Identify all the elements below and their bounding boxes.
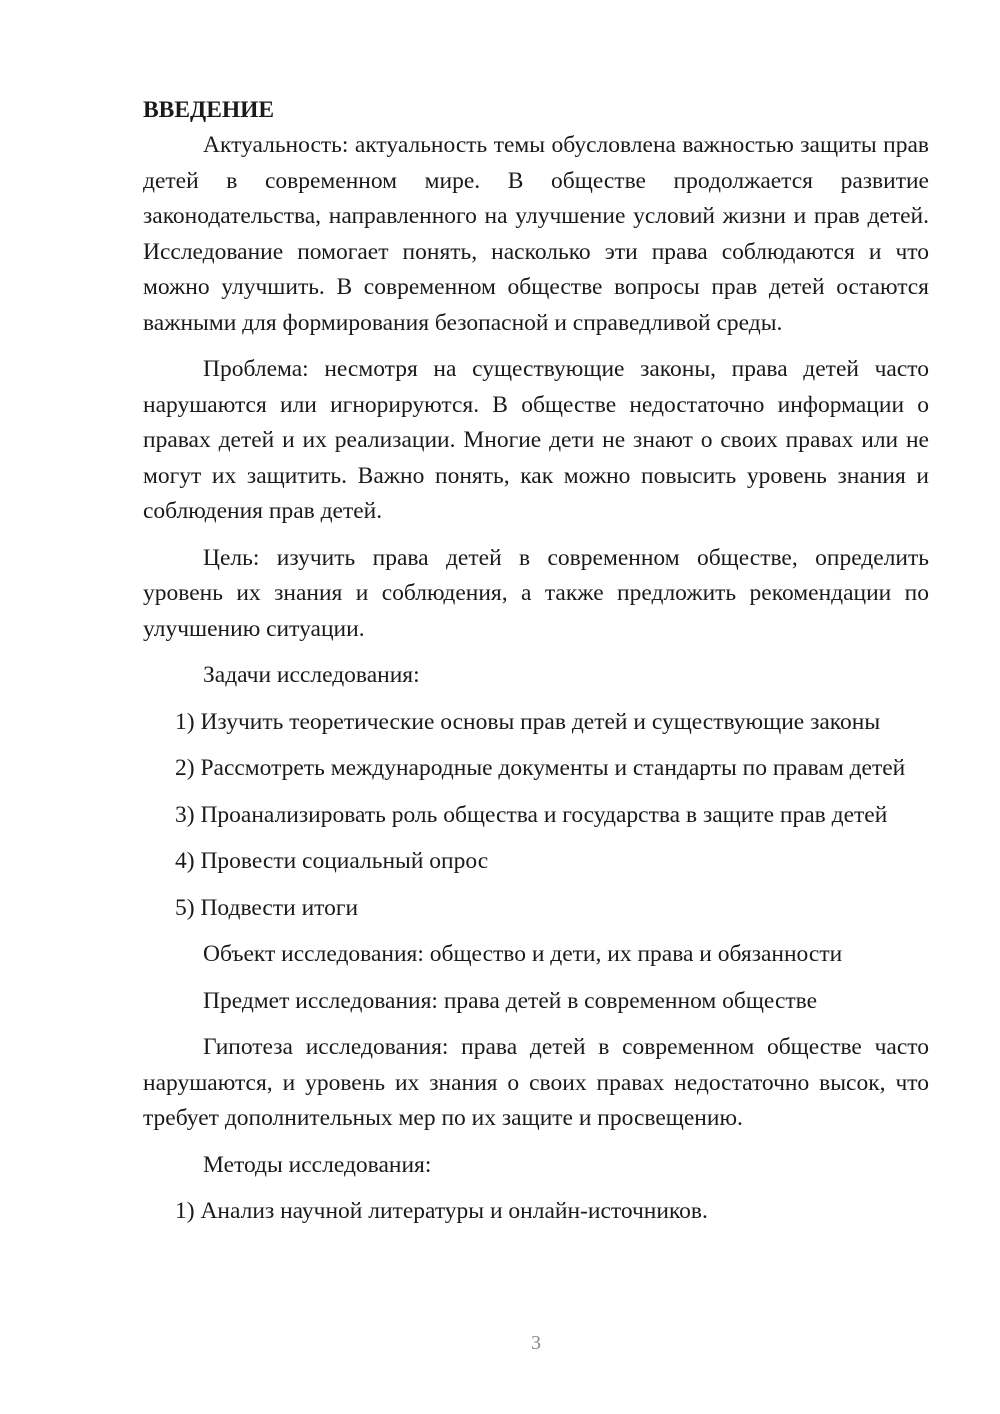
page-number: 3 [531, 1332, 541, 1354]
paragraph-object: Объект исследования: общество и дети, их права и обязанности [203, 941, 843, 967]
task-item-5: 5) Подвести итоги [175, 894, 359, 921]
paragraph-subject: Предмет исследования: права детей в современном обществе [203, 987, 818, 1014]
paragraph-goal: Цель: изучить права детей в современном обществе, определить уровень их знания и соблюдения, а также предложить рекомендации по улучшению ситуации. [143, 544, 929, 642]
task-item-2: 2) Рассмотреть международные документы и стандарты по правам детей [175, 755, 906, 781]
paragraph-hypothesis: Гипотеза исследования: права детей в современном обществе часто нарушаются, и уровень их знания о своих правах недостаточно высок, что требует дополнительных мер по их защите и просвещению. [143, 1034, 929, 1131]
task-item-3: 3) Проанализировать роль общества и государства в защите прав детей [175, 801, 888, 828]
task-item-4: 4) Провести социальный опрос [175, 848, 489, 874]
task-item-1: 1) Изучить теоретические основы прав детей и существующие законы [175, 708, 881, 735]
method-item-1: 1) Анализ научной литературы и онлайн-источников. [175, 1198, 708, 1224]
tasks-heading: Задачи исследования: [203, 662, 420, 688]
methods-heading: Методы исследования: [203, 1151, 432, 1178]
paragraph-relevance: Актуальность: актуальность темы обусловлена важностью защиты прав детей в современном мире. В обществе продолжается развитие законодательства, направленного на улучшение условий жизни и прав детей. Исследование помогает понять, насколько эти права соблюдаются и что можно улучшить. В современном обществе вопросы прав детей остаются важными для формирования безопасной и справедливой среды. [143, 132, 929, 336]
section-title: ВВЕДЕНИЕ [143, 97, 275, 123]
page-content [143, 94, 929, 1230]
paragraph-problem: Проблема: несмотря на существующие законы, права детей часто нарушаются или игнорируются. В обществе недостаточно информации о правах детей и их реализации. Многие дети не знают о своих правах или не могут их защитить. Важно понять, как можно повысить уровень знания и соблюдения прав детей. [143, 356, 929, 524]
